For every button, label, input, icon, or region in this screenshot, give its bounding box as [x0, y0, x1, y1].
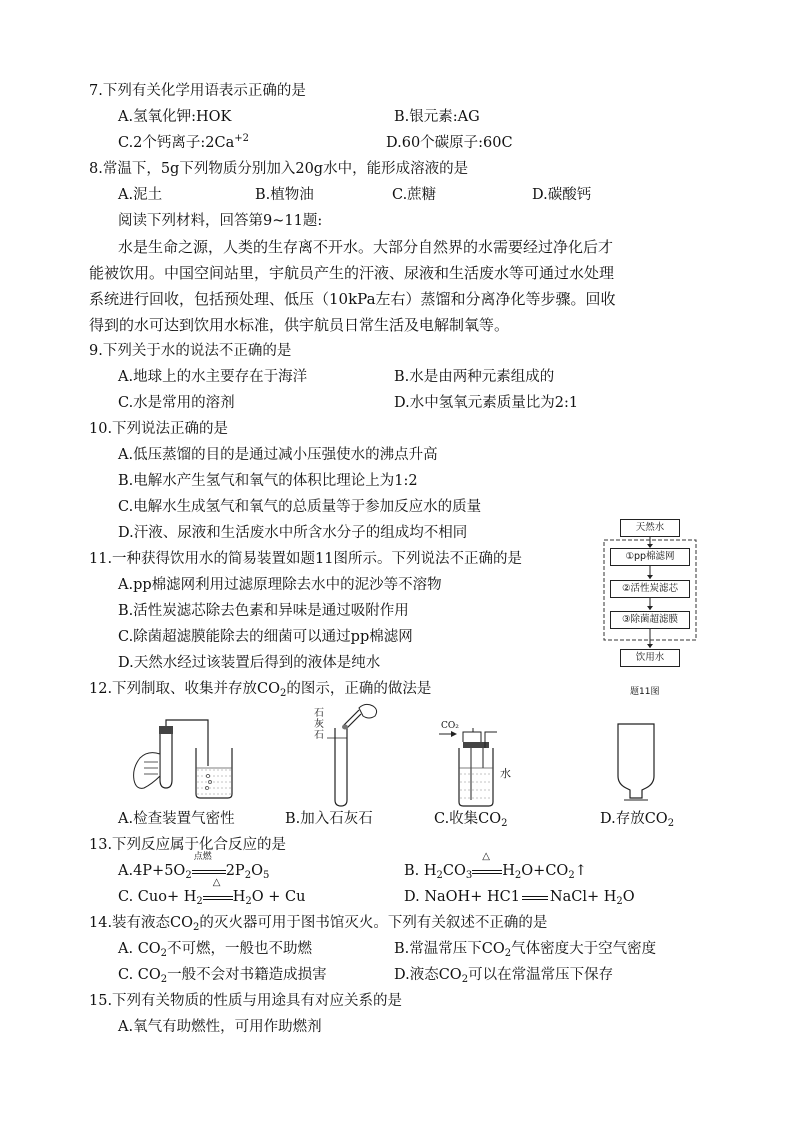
q13-option-a: $A.4P+5O_2$ 点燃 $2P_2O_5$ — [118, 852, 270, 881]
flow-drinking-water: 饮用水 — [620, 649, 680, 667]
q10-option-b: B.电解水产生氢气和氧气的体积比理论上为1:2 — [118, 473, 418, 489]
q11-stem: 11.一种获得饮用水的简易装置如题11图所示。下列说法不正确的是 — [89, 551, 523, 567]
q12-b-limestone-label: 石灰石 — [314, 708, 324, 741]
reading-line-1: 水是生命之源，人类的生存离不开水。大部分自然界的水需要经过净化后才 — [118, 238, 614, 256]
q12-option-c: C.收集$CO_2$ — [434, 811, 508, 829]
q9-option-d: D.水中氢氧元素质量比为2:1 — [394, 395, 579, 411]
q11-option-b: B.活性炭滤芯除去色素和异味是通过吸附作用 — [118, 603, 409, 619]
q13-b-heat-icon: △ — [482, 851, 490, 862]
q9-option-c: C.水是常用的溶剂 — [118, 395, 235, 411]
q7-option-d: D.60个碳原子:60C — [386, 135, 513, 151]
flow-step-pp: ①pp棉滤网 — [610, 548, 690, 566]
q7-option-b: B.银元素:AG — [394, 109, 480, 125]
q8-option-b: B.植物油 — [255, 187, 314, 203]
q8-stem: 8.常温下，5g下列物质分别加入20g水中，能形成溶液的是 — [89, 161, 469, 177]
q12-figure-a — [130, 718, 240, 808]
q11-option-c: C.除菌超滤膜能除去的细菌可以通过pp棉滤网 — [118, 629, 413, 645]
q12-figure-d — [614, 720, 658, 804]
q13-option-b: B. $H_2CO_3$ △ $H_2O+CO_2↑$ — [404, 851, 587, 881]
q13-option-d: D. NaOH+ HC1 NaCl+ $H_2O$ — [404, 889, 635, 907]
q10-option-d: D.汗液、尿液和生活废水中所含水分子的组成均不相同 — [118, 525, 468, 541]
q12-option-a: A.检查装置气密性 — [118, 811, 235, 827]
q7-stem: 7.下列有关化学用语表示正确的是 — [89, 83, 306, 99]
q11-figure — [600, 517, 700, 702]
reading-line-4: 得到的水可达到饮用水标准，供宇航员日常生活及电解制氧等。 — [89, 316, 510, 334]
q13-stem: 13.下列反应属于化合反应的是 — [89, 837, 287, 853]
q14-stem: 14.装有液态$CO_2$的灭火器可用于图书馆灭火。下列有关叙述不正确的是 — [89, 915, 548, 933]
q12-c-water-label: 水 — [500, 767, 511, 780]
reading-line-2: 能被饮用。中国空间站里，宇航员产生的汗液、尿液和生活废水等可通过水处理 — [89, 264, 615, 282]
q8-option-d: D.碳酸钙 — [532, 187, 592, 203]
q15-option-a: A.氧气有助燃性，可用作助燃剂 — [118, 1019, 322, 1035]
q8-option-a: A.泥土 — [118, 187, 163, 203]
q14-option-c: C. $CO_2$一般不会对书籍造成损害 — [118, 967, 327, 985]
q14-option-a: A. $CO_2$不可燃，一般也不助燃 — [118, 941, 313, 959]
q11-figure-caption: 题11图 — [630, 687, 660, 697]
q12-c-gas-label: CO₂ — [441, 721, 459, 731]
q10-option-c: C.电解水生成氢气和氧气的总质量等于参加反应水的质量 — [118, 499, 482, 515]
q13-a-condition: 点燃 — [193, 852, 212, 862]
flow-step-membrane: ③除菌超滤膜 — [610, 611, 690, 629]
q9-option-a: A.地球上的水主要存在于海洋 — [118, 369, 308, 385]
q13-c-heat-icon: △ — [212, 877, 221, 888]
q12-option-d: D.存放$CO_2$ — [600, 811, 675, 829]
q11-option-d: D.天然水经过该装置后得到的液体是纯水 — [118, 655, 381, 671]
q11-option-a: A.pp棉滤网利用过滤原理除去水中的泥沙等不溶物 — [118, 577, 442, 593]
q8-option-c: C.蔗糖 — [392, 187, 437, 203]
flow-natural-water: 天然水 — [620, 519, 680, 537]
q9-stem: 9.下列关于水的说法不正确的是 — [89, 343, 292, 359]
q14-option-d: D.液态$CO_2$可以在常温常压下保存 — [394, 967, 614, 985]
reading-line-3: 系统进行回收，包括预处理、低压（10kPa左右）蒸馏和分离净化等步骤。回收 — [89, 290, 616, 308]
q14-option-b: B.常温常压下$CO_2$气体密度大于空气密度 — [394, 941, 657, 959]
q13-option-c: C. $Cuo+ H_2$ △ $H_2O + Cu$ — [118, 877, 306, 907]
q12-figure-b — [325, 700, 385, 810]
q7-option-c: C.2个钙离子$:2Ca^{+2}$ — [118, 133, 250, 151]
q12-stem: 12.下列制取、收集并存放$CO_2$的图示，正确的做法是 — [89, 681, 432, 699]
q7-option-a: A.氢氧化钾:HOK — [118, 109, 232, 125]
q9-option-b: B.水是由两种元素组成的 — [394, 369, 555, 385]
q10-option-a: A.低压蒸馏的目的是通过减小压强使水的沸点升高 — [118, 447, 438, 463]
flow-step-carbon: ②活性炭滤芯 — [610, 580, 690, 598]
q10-stem: 10.下列说法正确的是 — [89, 421, 229, 437]
q12-option-b: B.加入石灰石 — [285, 811, 373, 827]
q15-stem: 15.下列有关物质的性质与用途具有对应关系的是 — [89, 993, 403, 1009]
reading-intro: 阅读下列材料，回答第9~11题: — [118, 213, 323, 229]
